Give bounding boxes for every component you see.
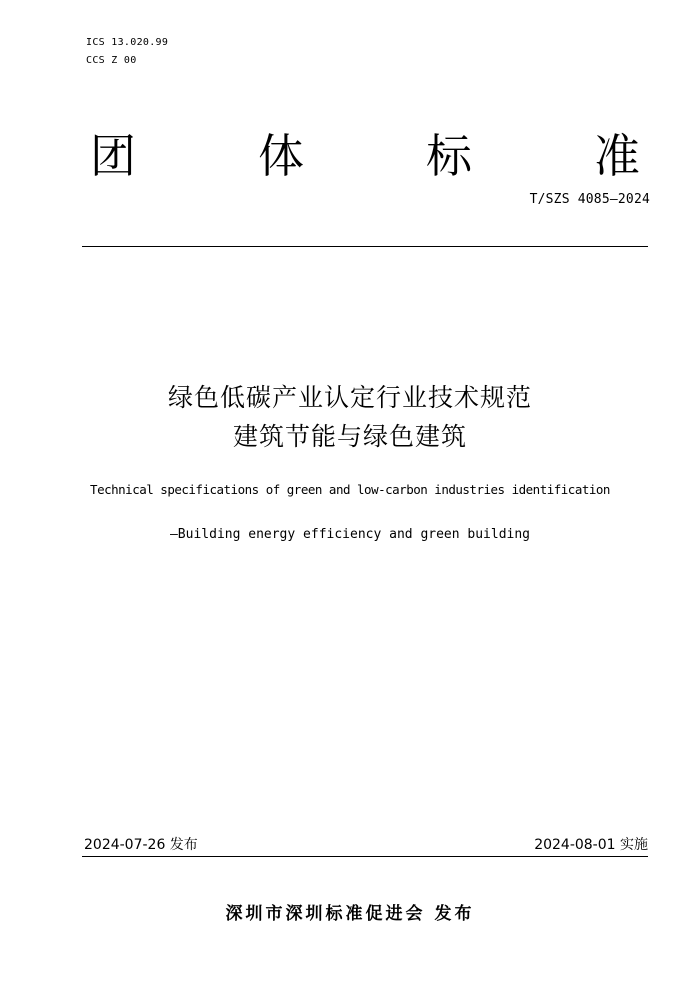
ccs-code: CCS Z 00 xyxy=(86,55,137,66)
bottom-divider xyxy=(82,856,648,857)
document-title-en-line2: —Building energy efficiency and green building xyxy=(169,527,531,542)
document-title-cn-line1: 绿色低碳产业认定行业技术规范 xyxy=(167,383,532,412)
standard-number: T/SZS 4085—2024 xyxy=(529,192,650,207)
publisher: 深圳市深圳标准促进会 发布 xyxy=(225,904,475,924)
ics-code: ICS 13.020.99 xyxy=(86,37,169,48)
publication-date: 2024-07-26 发布 xyxy=(84,837,198,853)
document-title-en-line1: Technical specifications of green and low-carbon industries identification xyxy=(90,482,610,497)
document-title-cn-line2: 建筑节能与绿色建筑 xyxy=(232,422,467,451)
standard-type-char: 标 xyxy=(426,129,472,183)
standard-type-heading xyxy=(90,128,640,184)
top-divider xyxy=(82,246,648,247)
standard-type-char: 体 xyxy=(258,129,304,183)
standard-type-char: 准 xyxy=(594,129,640,183)
standard-type-char: 团 xyxy=(90,129,136,183)
implementation-date: 2024-08-01 实施 xyxy=(534,837,648,853)
